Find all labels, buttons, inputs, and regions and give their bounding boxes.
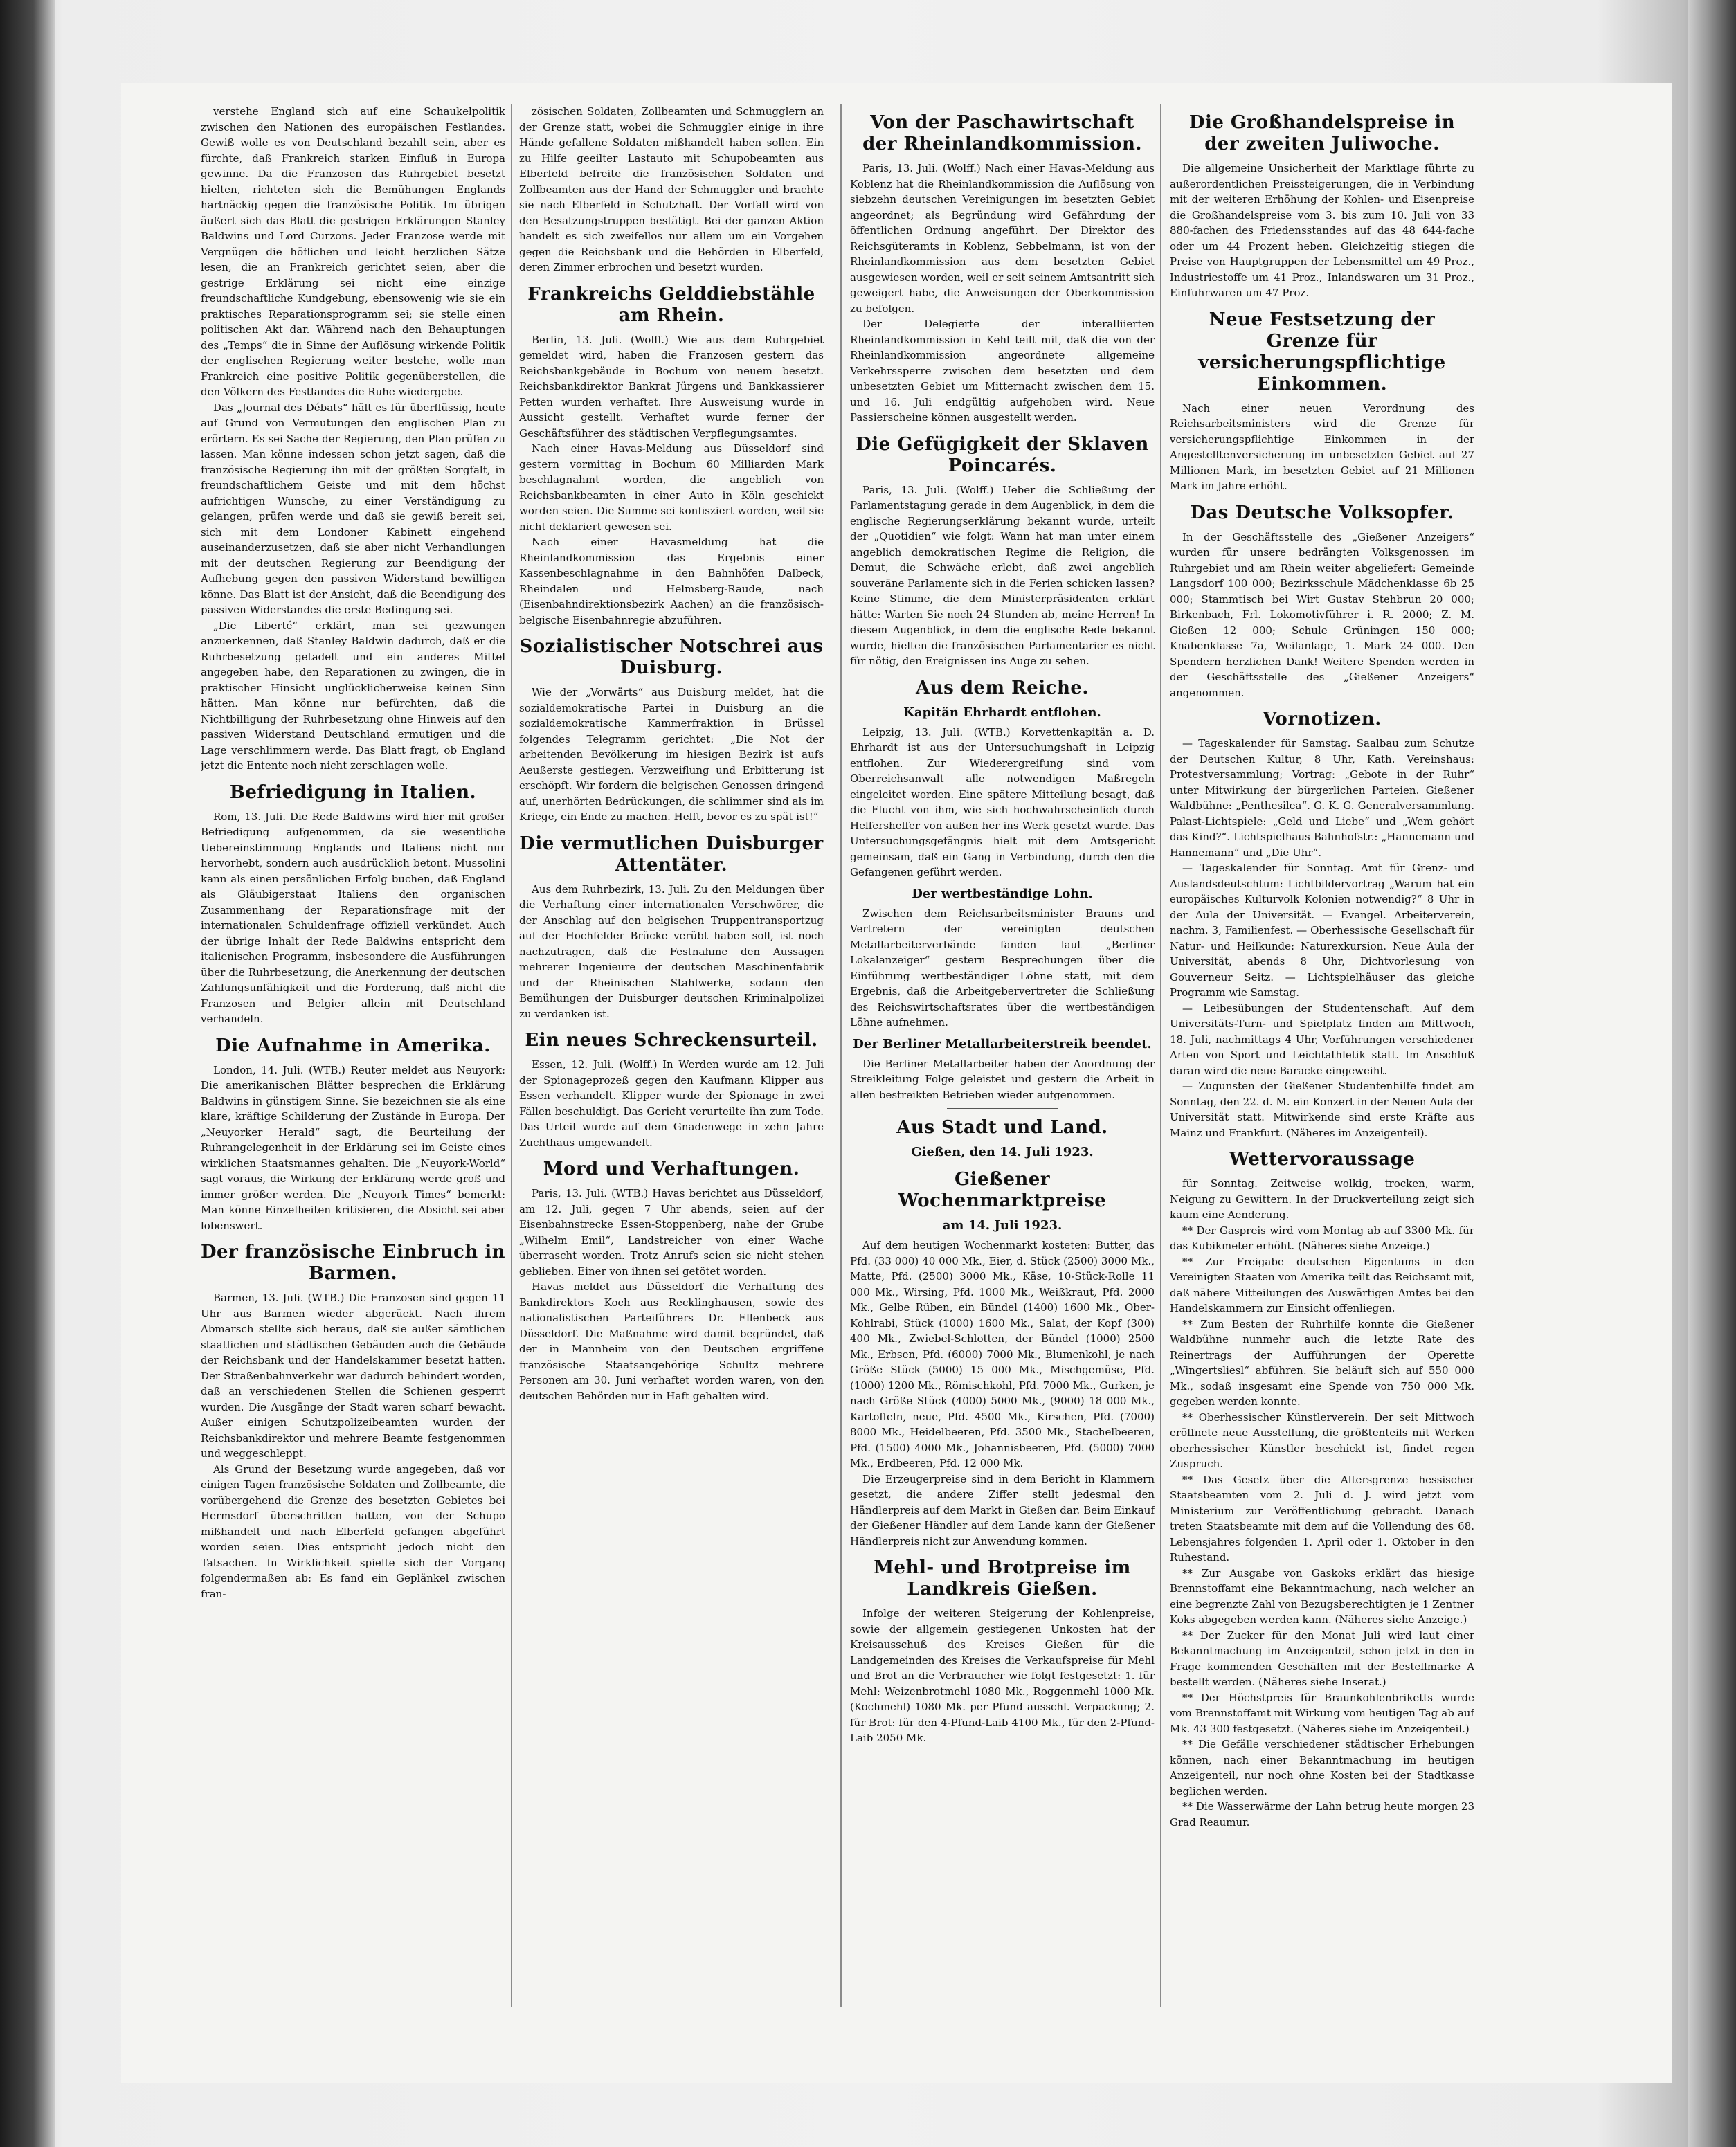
- article-subheadline: Der wertbeständige Lohn.: [912, 886, 1093, 901]
- article-paragraph: Paris, 13. Juli. (Wolff.) Ueber die Schließung der Parlamentstagung gerade in dem Augenblick, in dem die englische Regierungserklärung bekannt wurde, urteilt der „Quotidien“ wie folgt: Wann hat man unter einem angeblich demokratischen Regime die Religion, die Demut, die Schwäche erlebt, daß zwei angeblich souveräne Parlamente sich in die Ferien schicken lassen? Keine Stimme, die dem Ministerpräsidenten erklärt hätte: Warten Sie noch 24 Stunden ab, meine Herren! In diesem Augenblick, in dem die englische Rede bekannt wurde, hielten die französischen Parlamentarier es nicht für nötig, den Ereignissen ins Auge zu sehen.: [850, 483, 1155, 667]
- article-paragraph: ** Der Höchstpreis für Braunkohlenbriketts wurde vom Brennstoffamt mit Wirkung vom heutigen Tag ab auf Mk. 43 300 festgesetzt. (Näheres siehe im Anzeigenteil.): [1170, 1691, 1474, 1735]
- article-headline: Aus Stadt und Land.: [896, 1117, 1108, 1138]
- article-paragraph: „Die Liberté“ erklärt, man sei gezwungen anzuerkennen, daß Stanley Baldwin dadurch, daß er die Ruhrbesetzung getadelt und ein anderes Mittel angegeben habe, den Reparationen zu zwingen, die in praktischer Hinsicht unglücklicherweise keinen Sinn hätten. Man könne nur befürchten, daß die Nichtbilligung der Ruhrbesetzung ohne Hinweis auf den passiven Widerstand Deutschland ermutigen und die Lage verschlimmern werde. Das Blatt fragt, ob England jetzt die Entente noch nicht zerschlagen wolle.: [201, 619, 505, 772]
- column-rule: [1160, 104, 1161, 2007]
- article-paragraph: Leipzig, 13. Juli. (WTB.) Korvettenkapitän a. D. Ehrhardt ist aus der Untersuchungshaft in Leipzig entflohen. Zur Wiederergreifung sind vom Oberreichsanwalt alle notwendigen Maßregeln eingeleitet worden. Eine spätere Mitteilung besagt, daß die Flucht von ihm, wie sich hochwahrscheinlich durch Helfershelfer von außen her ins Werk gesetzt wurde. Das Untersuchungsgefängnis hielt mit dem Amtsgericht gemeinsam, daß ein Gang in Verbindung, durch den die Gefangenen geführt werden.: [850, 725, 1155, 878]
- article-paragraph: ** Zum Besten der Ruhrhilfe konnte die Gießener Waldbühne nunmehr auch die letzte Rate des Reinertrags der Aufführungen der Operette „Wingertsliesl“ abführen. Sie beläuft sich auf 550 000 Mk., sodaß insgesamt eine Spende von 750 000 Mk. gegeben werden konnte.: [1170, 1317, 1474, 1408]
- article-paragraph: Rom, 13. Juli. Die Rede Baldwins wird hier mit großer Befriedigung aufgenommen, da sie wesentliche Uebereinstimmung Englands und Italiens nicht nur hervorhebt, sondern auch ausdrücklich betont. Mussolini kann als einen persönlichen Erfolg buchen, daß England als Gläubigerstaat Italiens den organischen Zusammenhang der Reparationsfrage mit der internationalen Schuldenfrage offiziell verkündet. Auch der übrige Inhalt der Rede Baldwins entspricht dem italienischen Programm, insbesondere die Ausführungen über die Ruhrbesetzung, die Anerkennung der deutschen Zahlungsunfähigkeit und die Forderung, daß nicht die Franzosen und Belgier allein mit Deutschland verhandeln.: [201, 810, 505, 1025]
- article-headline: Mord und Verhaftungen.: [543, 1159, 800, 1179]
- article-paragraph: ** Oberhessischer Künstlerverein. Der seit Mittwoch eröffnete neue Ausstellung, die größtenteils mit Werken oberhessischer Künstler beschickt ist, findet regen Zuspruch.: [1170, 1411, 1474, 1470]
- article-headline: Neue Festsetzung der Grenze für versicherungspflichtige Einkommen.: [1198, 309, 1446, 395]
- article-paragraph: verstehe England sich auf eine Schaukelpolitik zwischen den Nationen des europäischen Festlandes. Gewiß wolle es von Deutschland bezahlt sein, aber es fürchte, daß Frankreich starken Einfluß in Europa gewinne. Da die Franzosen das Ruhrgebiet besetzt hielten, richteten sich die Bemühungen Englands hartnäckig gegen die französische Politik. Im übrigen äußert sich das Blatt die gestrigen Erklärungen Stanley Baldwins und Lord Curzons. Jeder Franzose werde mit Vergnügen die höflichen und leicht herzlichen Sätze lesen, die an Frankreich gerichtet seien, aber die gestrige Erklärung sei nicht eine einzige freundschaftliche Kundgebung, ebensowenig wie sie ein praktisches Reparationsprogramm sei; sie stelle einen politischen Akt dar. Während nach den Behauptungen des „Temps“ die in Sinne der Auflösung wirkende Politik der englischen Regierung weiter bestehe, wolle man Frankreich eine positive Politik gegenüberstellen, die den Völkern des Festlandes die Ruhe wiedergebe.: [201, 105, 505, 398]
- column-2: [519, 104, 824, 2007]
- article-paragraph: Barmen, 13. Juli. (WTB.) Die Franzosen sind gegen 11 Uhr aus Barmen wieder abgerückt. Nach ihrem Abmarsch stellte sich heraus, daß sie außer sämtlichen staatlichen und städtischen Gebäuden auch die Gebäude der Reichsbank und der Handelskammer besetzt hatten. Der Straßenbahnverkehr war dadurch behindert worden, daß an verschiedenen Stellen die Schienen gesperrt wurden. Die Ausgänge der Stadt waren scharf bewacht. Außer einigen Schutzpolizeibeamten wurden der Reichsbankdirektor und mehrere Beamte festgenommen und weggeschleppt.: [201, 1292, 505, 1460]
- article-headline: Sozialistischer Notschrei aus Duisburg.: [519, 636, 824, 678]
- article-headline: Vornotizen.: [1263, 709, 1382, 730]
- article-paragraph: zösischen Soldaten, Zollbeamten und Schmugglern an der Grenze statt, wobei die Schmuggler einige in ihre Hände gefallene Soldaten mißhandelt haben sollen. Ein zu Hilfe geeilter Lastauto mit Schupobeamten aus Elberfeld befreite die französischen Soldaten und Zollbeamten aus der Hand der Schmuggler und brachte sie nach Elberfeld in Schutzhaft. Der Vorfall wird von den Besatzungstruppen bestätigt. Bei der ganzen Aktion handelt es sich zweifellos nur allem um ein Vorgehen gegen die Reichsbank und die Behörden in Elberfeld, deren Zimmer erbrochen und besetzt wurden.: [519, 105, 824, 273]
- article-headline: Aus dem Reiche.: [916, 677, 1089, 698]
- article-headline: Die vermutlichen Duisburger Attentäter.: [519, 833, 824, 876]
- article-paragraph: — Tageskalender für Samstag. Saalbau zum Schutze der Deutschen Kultur, 8 Uhr, Kath. Vereinshaus: Protestversammlung; Vortrag: „Gebote in der Ruhr“ unter Mitwirkung der bürgerlichen Parteien. Gießener Waldbühne: „Penthesilea“. G. K. G. Generalversammlung. Palast-Lichtspiele: „Geld und Liebe“ und „Wem gehört das Kind?“. Lichtspielhaus Bahnhofstr.: „Hannemann und Hannemann“ und „Die Uhr“.: [1170, 737, 1474, 859]
- article-paragraph: ** Zur Freigabe deutschen Eigentums in den Vereinigten Staaten von Amerika teilt das Reichsamt mit, daß nähere Mitteilungen des Auswärtigen Amtes bei den Handelskammern zur Einsicht offenliegen.: [1170, 1255, 1474, 1314]
- article-paragraph: Nach einer Havas-Meldung aus Düsseldorf sind gestern vormittag in Bochum 60 Milliarden Mark beschlagnahmt worden, die angeblich von Reichsbankbeamten in einer Auto in Köln geschickt worden seien. Die Summe sei konfisziert worden, weil sie nicht deklariert gewesen sei.: [519, 442, 824, 533]
- article-paragraph: — Leibesübungen der Studentenschaft. Auf dem Universitäts-Turn- und Spielplatz finden am Mittwoch, 18. Juli, nachmittags 4 Uhr, Vorführungen verschiedener Arten von Sport und Leichtathletik statt. Im Anschluß daran wird die neue Baracke eingeweiht.: [1170, 1002, 1474, 1077]
- article-headline: Mehl- und Brotpreise im Landkreis Gießen.: [874, 1557, 1131, 1600]
- article-paragraph: Die Erzeugerpreise sind in dem Bericht in Klammern gesetzt, die andere Ziffer stellt jedesmal den Händlerpreis auf dem Markt in Gießen dar. Beim Einkauf der Gießener Händler auf dem Lande kann der Gießener Händlerpreis nicht zur Anwendung kommen.: [850, 1472, 1155, 1548]
- article-headline: Die Gefügigkeit der Sklaven Poincarés.: [856, 433, 1149, 476]
- page-stack-edge: [1688, 0, 1736, 2147]
- article-paragraph: Paris, 13. Juli. (Wolff.) Nach einer Havas-Meldung aus Koblenz hat die Rheinlandkommission die Auflösung von siebzehn deutschen Vereinigungen im besetzten Gebiet angeordnet; als Begründung wird Gefährdung der öffentlichen Ordnung angeführt. Der Direktor des Reichsgüteramts in Koblenz, Sebbelmann, ist von der Rheinlandkommission aus dem besetzten Gebiet ausgewiesen worden, weil er seit seinem Amtsantritt sich geweigert habe, die Anweisungen der Oberkommission zu befolgen.: [850, 162, 1155, 315]
- article-headline: Befriedigung in Italien.: [229, 781, 477, 803]
- article-paragraph: Nach einer Havasmeldung hat die Rheinlandkommission das Ergebnis einer Kassenbeschlagnahme in den Bahnhöfen Dalbeck, Rheindalen und Helmsberg-Raude, nach (Eisenbahndirektionsbezirk Aachen) an die französisch-belgische Eisenbahnregie abzuführen.: [519, 536, 824, 626]
- article-paragraph: Der Delegierte der interalliierten Rheinlandkommission in Kehl teilt mit, daß die von der Rheinlandkommission angeordnete allgemeine Verkehrssperre zwischen dem besetzten und dem unbesetzten Gebiet um Mitternacht zwischen dem 15. und 16. Juli endgültig aufgehoben wird. Neue Passierscheine können ausgestellt werden.: [850, 318, 1155, 424]
- column-3: [850, 104, 1155, 2007]
- article-paragraph: Die Berliner Metallarbeiter haben der Anordnung der Streikleitung Folge geleistet und gestern die Arbeit in allen bestreikten Betrieben wieder aufgenommen.: [850, 1057, 1155, 1101]
- article-paragraph: ** Der Zucker für den Monat Juli wird laut einer Bekanntmachung im Anzeigenteil, schon jetzt in den in Frage kommenden Geschäften mit der Bestellmarke A bestellt werden. (Näheres siehe Inserat.): [1170, 1629, 1474, 1688]
- article-headline: Die Aufnahme in Amerika.: [215, 1035, 491, 1056]
- article-paragraph: Aus dem Ruhrbezirk, 13. Juli. Zu den Meldungen über die Verhaftung einer internationalen Verschwörer, die der Anschlag auf den belgischen Truppentransportzug auf der Hochfelder Brücke verübt haben soll, ist noch nachzutragen, daß die Festnahme den Aussagen mehrerer Ingenieure der deutschen Maschinenfabrik und der Rheinischen Stahlwerke, sodann den Bemühungen der Duisburger deutschen Kriminalpolizei zu verdanken ist.: [519, 882, 824, 1020]
- article-paragraph: ** Zur Ausgabe von Gaskoks erklärt das hiesige Brennstoffamt eine Bekanntmachung, nach welcher an eine begrenzte Zahl von Bezugsberechtigten je 1 Zentner Koks abgegeben werden kann. (Näheres siehe Anzeige.): [1170, 1566, 1474, 1626]
- article-paragraph: ** Das Gesetz über die Altersgrenze hessischer Staatsbeamten vom 2. Juli d. J. wird jetzt vom Ministerium zur Veröffentlichung gebracht. Danach treten Staatsbeamte mit dem auf die Vollendung des 68. Lebensjahres folgenden 1. April oder 1. Oktober in den Ruhestand.: [1170, 1473, 1474, 1564]
- article-paragraph: London, 14. Juli. (WTB.) Reuter meldet aus Neuyork: Die amerikanischen Blätter besprechen die Erklärung Baldwins in günstigem Sinne. Sie bezeichnen sie als eine klare, kräftige Schilderung der Zustände in Europa. Der „Neuyorker Herald“ sagt, die Beurteilung der Ruhrangelegenheit in der Erklärung sei im Geiste eines wirklichen Staatsmannes gehalten. Die „Neuyork-World“ sagt voraus, die Wirkung der Erklärung werde groß und immer größer werden. Die „Neuyork Times“ bemerkt: Man könne Einzelheiten kritisieren, die Absicht sei aber lobenswert.: [201, 1063, 505, 1232]
- article-paragraph: — Tageskalender für Sonntag. Amt für Grenz- und Auslandsdeutschtum: Lichtbildervortrag „Warum hat ein europäisches Kulturvolk Kolonien notwendig?“ 8 Uhr in der Aula der Universität. — Evangel. Arbeiterverein, nachm. 3, Familienfest. — Oberhessische Gesellschaft für Natur- und Heilkunde: Naturexkursion. Neue Aula der Universität, abends 8 Uhr, Dichtvorlesung von Gouverneur Seitz. — Lichtspielhäuser das gleiche Programm wie Samstag.: [1170, 862, 1474, 999]
- article-paragraph: In der Geschäftsstelle des „Gießener Anzeigers“ wurden für unsere bedrängten Volksgenossen im Ruhrgebiet und am Rhein weiter abgeliefert: Gemeinde Langsdorf 100 000; Bezirksschule Mädchenklasse 6b 25 000; Stammtisch bei Wirt Gustav Stehbrun 20 000; Birkenbach, Frl. Lokomotivführer i. R. 2000; Z. M. Gießen 12 000; Schule Grüningen 150 000; Knabenklasse 7a, Weilanlage, 1. Mark 24 000. Den Spendern herzlichen Dank! Weitere Spenden werden in der Geschäftsstelle des „Gießener Anzeigers“ angenommen.: [1170, 530, 1474, 699]
- article-paragraph: Die allgemeine Unsicherheit der Marktlage führte zu außerordentlichen Preissteigerungen, die in Verbindung mit der weiteren Erhöhung der Kohlen- und Eisenpreise die Großhandelspreise vom 3. bis zum 10. Juli von 33 880-fachen des Friedensstandes auf das 48 644-fache oder um 44 Prozent heben. Gleichzeitig stiegen die Preise von Hauptgruppen der Lebensmittel um 49 Proz., Industriestoffe um 41 Proz., Inlandswaren um 31 Proz., Einfuhrwaren um 47 Proz.: [1170, 162, 1474, 299]
- article-paragraph: Wie der „Vorwärts“ aus Duisburg meldet, hat die sozialdemokratische Partei in Duisburg an die sozialdemokratische Kammerfraktion in Brüssel folgendes Telegramm gerichtet: „Die Not der arbeitenden Bevölkerung im hiesigen Bezirk ist aufs Aeußerste gestiegen. Verzweiflung und Erbitterung ist erschöpft. Wir fordern die belgischen Genossen dringend auf, unerhörten Bedrückungen, die schlimmer sind als im Kriege, ein Ende zu machen. Helft, bevor es zu spät ist!“: [519, 686, 824, 823]
- column-rule: [840, 104, 842, 2007]
- article-paragraph: Essen, 12. Juli. (Wolff.) In Werden wurde am 12. Juli der Spionageprozeß gegen den Kaufmann Klipper aus Essen verhandelt. Klipper wurde der Spionage in zwei Fällen beschuldigt. Das Gericht verurteilte ihn zum Tode. Das Urteil wurde auf dem Gnadenwege in zehn Jahre Zuchthaus umgewandelt.: [519, 1058, 824, 1149]
- article-subheadline: Der Berliner Metallarbeiterstreik beendet.: [853, 1036, 1152, 1051]
- article-paragraph: Das „Journal des Débats“ hält es für überflüssig, heute auf Grund von Vermutungen den englischen Plan zu erörtern. Es sei Sache der Regierung, den Plan prüfen zu lassen. Man könne indessen schon jetzt sagen, daß die französische Regierung ihn mit der größten Sorgfalt, in freundschaftlichem Geiste und mit dem höchst aufrichtigen Wunsche, zu einer Verständigung zu gelangen, prüfen werde und daß sie gewiß bereit sei, sich mit dem Londoner Kabinett eingehend auseinanderzusetzen, daß sie aber nicht Verhandlungen mit der deutschen Regierung zur Beendigung der Aufhebung gegen den passiven Widerstand bewilligen könne. Das Blatt ist der Ansicht, daß die Beendigung des passiven Widerstandes die erste Bedingung sei.: [201, 401, 505, 616]
- article-paragraph: Paris, 13. Juli. (WTB.) Havas berichtet aus Düsseldorf, am 12. Juli, gegen 7 Uhr abends, seien auf der Eisenbahnstrecke Essen-Stoppenberg, nahe der Grube „Wilhelm Emil“, Landstreicher von einer Wache überrascht worden. Trotz Anrufs seien sie nicht stehen geblieben. Einer von ihnen sei getötet worden.: [519, 1187, 824, 1278]
- article-paragraph: ** Der Gaspreis wird vom Montag ab auf 3300 Mk. für das Kubikmeter erhöht. (Näheres siehe Anzeige.): [1170, 1224, 1474, 1252]
- article-paragraph: Infolge der weiteren Steigerung der Kohlenpreise, sowie der allgemein gestiegenen Unkosten hat der Kreisausschuß des Kreises Gießen für die Landgemeinden des Kreises die Verkaufspreise für Mehl und Brot an die Verbraucher wie folgt festgesetzt: 1. für Mehl: Weizenbrotmehl 1080 Mk., Roggenmehl 1000 Mk. (Kochmehl) 1080 Mk. per Pfund ausschl. Verpackung; 2. für Brot: für den 4-Pfund-Laib 4100 Mk., für den 2-Pfund-Laib 2050 Mk.: [850, 1607, 1155, 1744]
- article-subheadline: am 14. Juli 1923.: [942, 1218, 1063, 1233]
- article-headline: Die Großhandelspreise in der zweiten Juliwoche.: [1188, 112, 1456, 154]
- section-separator: [947, 1108, 1058, 1109]
- article-paragraph: Nach einer neuen Verordnung des Reichsarbeitsministers wird die Grenze für versicherungspflichtige Einkommen in der Angestelltenversicherung im unbesetzten Gebiet auf 27 Millionen Mark, im besetzten Gebiet auf 21 Millionen Mark im Jahre erhöht.: [1170, 401, 1474, 492]
- article-paragraph: Als Grund der Besetzung wurde angegeben, daß vor einigen Tagen französische Soldaten und Zollbeamte, die vorübergehend die Grenze des besetzten Gebietes bei Hermsdorf überschritten hatten, von der Schupo mißhandelt und nach Elberfeld gefangen abgeführt worden seien. Dies entspricht jedoch nicht den Tatsachen. In Wirklichkeit spielte sich der Vorgang folgendermaßen ab: Es fand ein Geplänkel zwischen fran-: [201, 1462, 505, 1600]
- article-paragraph: Auf dem heutigen Wochenmarkt kosteten: Butter, das Pfd. (33 000) 40 000 Mk., Eier, d. Stück (2500) 3000 Mk., Matte, Pfd. (2500) 3000 Mk., Käse, 10-Stück-Rolle 11 000 Mk., Wirsing, Pfd. 1000 Mk., Weißkraut, Pfd. 2000 Mk., Gelbe Rüben, ein Bündel (1400) 1600 Mk., Ober-Kohlrabi, Stück (1000) 1600 Mk., Salat, der Kopf (300) 400 Mk., Zwiebel-Schlotten, der Bündel (1000) 2500 Mk., Erbsen, Pfd. (6000) 7000 Mk., Blumenkohl, je nach Größe Stück (5000) 15 000 Mk., Mischgemüse, Pfd. (1000) 1200 Mk., Römischkohl, Pfd. 7000 Mk., Gurken, je nach Größe Stück (4000) 5000 Mk., (9000) 18 000 Mk., Kartoffeln, neue, Pfd. 4500 Mk., Kirschen, Pfd. (7000) 8000 Mk., Heidelbeeren, Pfd. 3500 Mk., Stachelbeeren, Pfd. (1500) 4000 Mk., Johannisbeeren, Pfd. (5000) 7000 Mk., Erdbeeren, Pfd. 12 000 Mk.: [850, 1239, 1155, 1469]
- article-headline: Frankreichs Gelddiebstähle am Rhein.: [527, 283, 815, 326]
- article-paragraph: ** Die Gefälle verschiedener städtischer Erhebungen können, nach einer Bekanntmachung im heutigen Anzeigenteil, nur noch ohne Kosten bei der Stadtkasse beglichen werden.: [1170, 1738, 1474, 1797]
- column-4: [1170, 104, 1474, 2007]
- article-paragraph: für Sonntag. Zeitweise wolkig, trocken, warm, Neigung zu Gewittern. In der Druckverteilung zeigt sich kaum eine Aenderung.: [1170, 1177, 1474, 1221]
- article-headline: Wettervoraussage: [1229, 1149, 1416, 1170]
- article-paragraph: Berlin, 13. Juli. (Wolff.) Wie aus dem Ruhrgebiet gemeldet wird, haben die Franzosen gestern das Reichsbankgebäude in Bochum von neuem besetzt. Reichsbankdirektor Bankrat Jürgens und Bankkassierer Petten wurden verhaftet. Ihre Ausweisung wurde in Aussicht gestellt. Verhaftet wurde ferner der Geschäftsführer des städtischen Verpflegungsamtes.: [519, 333, 824, 440]
- article-headline: Das Deutsche Volksopfer.: [1190, 502, 1454, 523]
- article-headline: Gießener Wochenmarktpreise: [898, 1169, 1107, 1211]
- article-paragraph: Zwischen dem Reichsarbeitsminister Brauns und Vertretern der vereinigten deutschen Metallarbeiterverbände fanden laut „Berliner Lokalanzeiger“ gestern Besprechungen über die Einführung wertbeständiger Löhne statt, mit dem Ergebnis, daß die Arbeitgebervertreter die Schließung des Reichswirtschaftsrates über die wertbeständigen Löhne aufnehmen.: [850, 907, 1155, 1029]
- article-paragraph: ** Die Wasserwärme der Lahn betrug heute morgen 23 Grad Reaumur.: [1170, 1800, 1474, 1829]
- column-1: [201, 104, 505, 2007]
- article-subheadline: Kapitän Ehrhardt entflohen.: [903, 705, 1101, 720]
- article-subheadline: Gießen, den 14. Juli 1923.: [911, 1145, 1094, 1159]
- article-paragraph: — Zugunsten der Gießener Studentenhilfe findet am Sonntag, den 22. d. M. ein Konzert in der Neuen Aula der Universität statt. Mitwirkende sind erste Kräfte aus Mainz und Frankfurt. (Näheres im Anzeigenteil).: [1170, 1080, 1474, 1139]
- column-rule: [511, 104, 512, 2007]
- article-headline: Von der Paschawirtschaft der Rheinlandkommission.: [862, 112, 1142, 154]
- article-headline: Der französische Einbruch in Barmen.: [201, 1242, 505, 1284]
- article-headline: Ein neues Schreckensurteil.: [525, 1030, 818, 1051]
- article-paragraph: Havas meldet aus Düsseldorf die Verhaftung des Bankdirektors Koch aus Recklinghausen, sowie des nationalistischen Parteiführers Dr. Ellenbeck aus Düsseldorf. Die Maßnahme wird damit begründet, daß der in Mannheim von den Deutschen ergriffene französische Staatsangehörige Schultz mehrere Personen am 30. Juni verhaftet worden waren, von den deutschen Behörden nur in Haft gehalten wird.: [519, 1280, 824, 1402]
- book-binding: [0, 0, 55, 2147]
